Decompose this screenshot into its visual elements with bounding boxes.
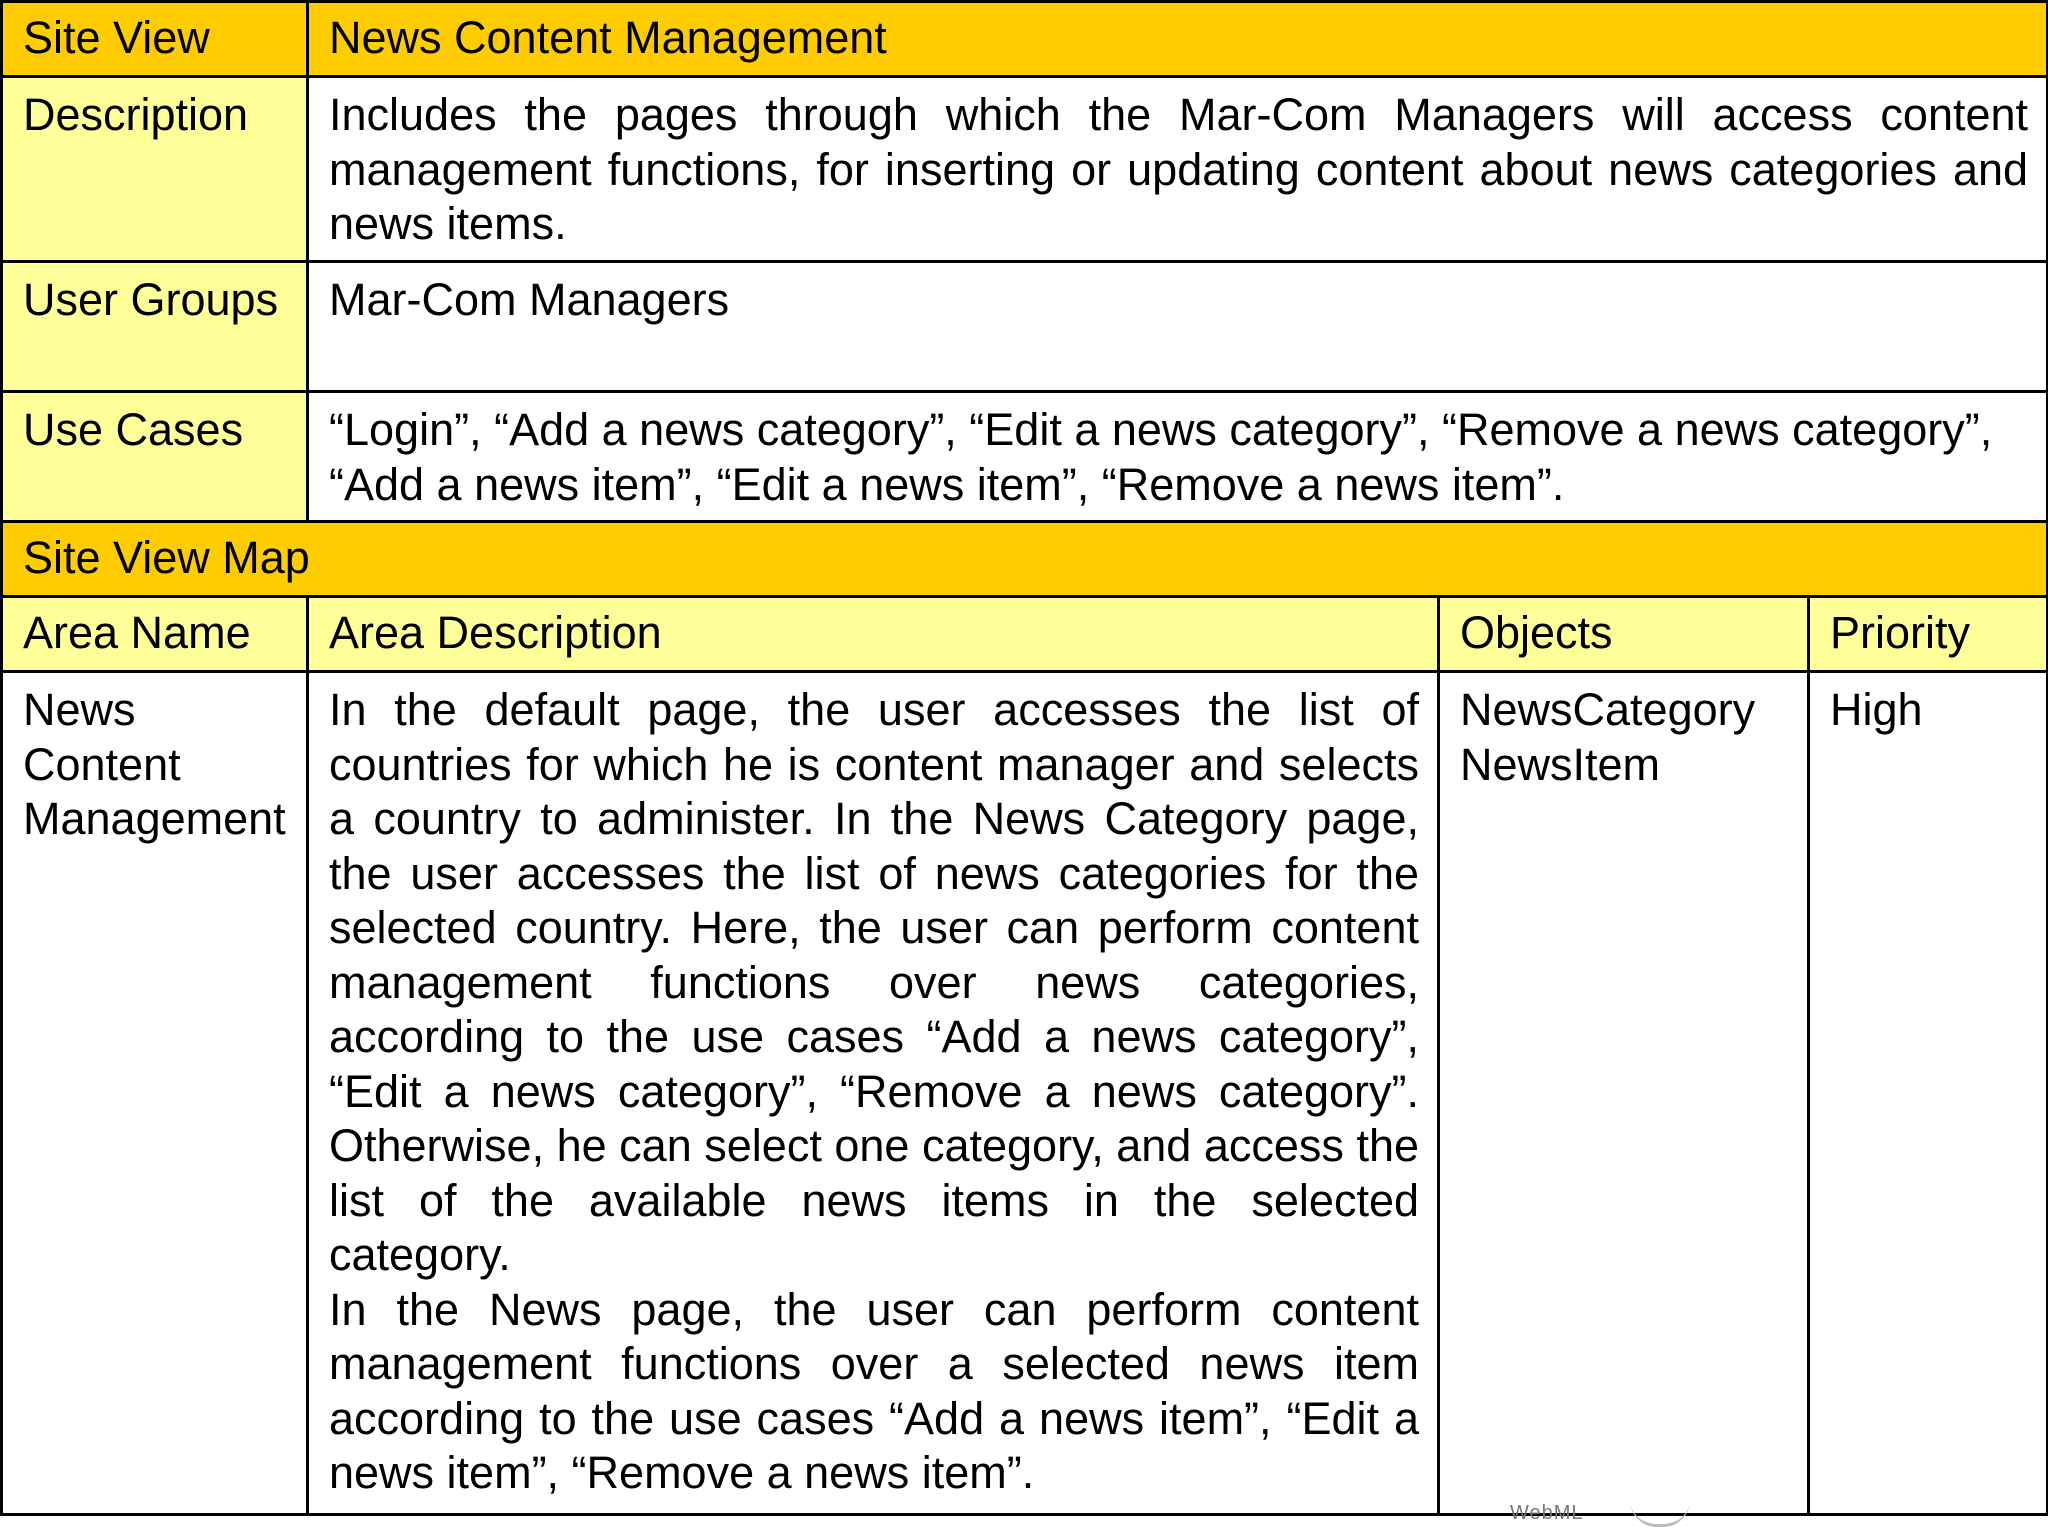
area-description-header: Area Description <box>308 597 1439 672</box>
area-description-cell <box>308 672 1439 1515</box>
watermark-logo-arc <box>1630 1500 1690 1527</box>
site-view-label: Site View <box>2 2 308 77</box>
user-groups-value: Mar-Com Managers <box>308 262 2048 392</box>
area-name-header: Area Name <box>2 597 308 672</box>
use-cases-label: Use Cases <box>2 392 308 522</box>
priority-header: Priority <box>1809 597 2048 672</box>
description-value: Includes the pages through which the Mar-Com Managers will access content management functions, for inserting or updating content about news categories and news items. <box>308 77 2048 262</box>
priority-cell: High <box>1809 672 2048 1515</box>
object-item: NewsCategory <box>1460 684 1756 735</box>
use-cases-value: “Login”, “Add a news category”, “Edit a news category”, “Remove a news category”, “Add a news item”, “Edit a news item”, “Remove a news item”. <box>308 392 2048 522</box>
area-description-paragraph: In the News page, the user can perform content management functions over a selected news item according to the use cases “Add a news item”, “Edit a news item”, “Remove a news item”. <box>329 1283 1419 1498</box>
user-groups-row <box>2 262 2048 392</box>
site-view-value: News Content Management <box>308 2 2048 77</box>
objects-header: Objects <box>1439 597 1809 672</box>
area-name-cell: News Content Management <box>2 672 308 1515</box>
site-view-map-row <box>2 522 2048 597</box>
use-cases-row <box>2 392 2048 522</box>
map-header-row <box>2 597 2048 672</box>
object-item: NewsItem <box>1460 738 1661 790</box>
description-row <box>2 77 2048 262</box>
description-label: Description <box>2 77 308 262</box>
area-description-paragraph: In the default page, the user accesses the list of countries for which he is content manager and selects a country to administer. In the News Category page, the user accesses the list of news categories for the selected country. Here, the user can perform content management functions over news categories, according to the use cases “Add a news category”, “Edit a news category”, “Remove a news category”. Otherwise, he can select one category, and access the list of the available news items in the selected category. <box>329 684 1419 1280</box>
site-view-row <box>2 2 2048 77</box>
table-row <box>2 672 2048 1515</box>
objects-cell <box>1439 672 1809 1515</box>
site-view-map-title: Site View Map <box>2 522 2048 597</box>
webml-watermark: WebML <box>1510 1502 1584 1524</box>
user-groups-label: User Groups <box>2 262 308 392</box>
